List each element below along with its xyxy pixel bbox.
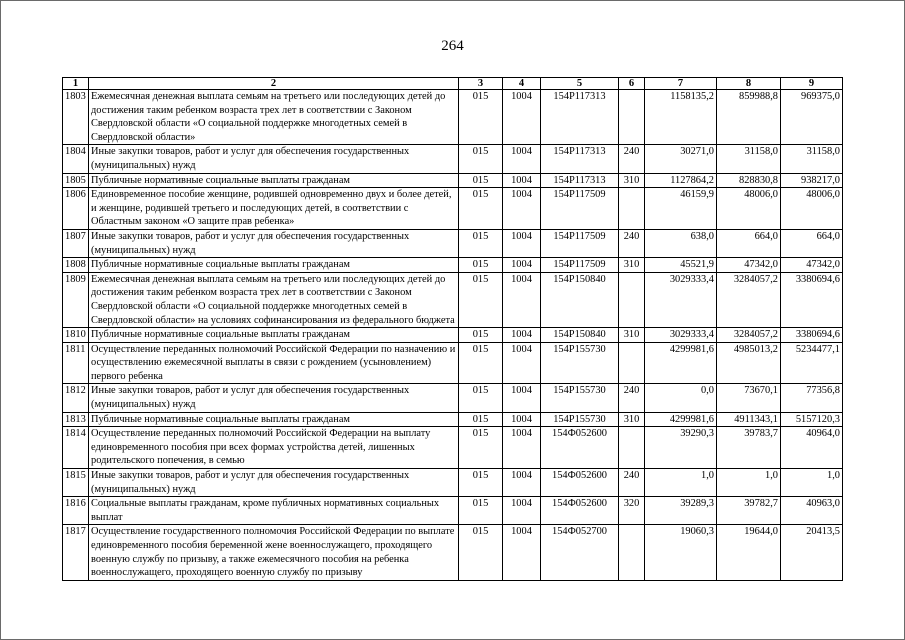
row-description: Ежемесячная денежная выплата семьям на третьего или последующих детей до достижения таким ребенком возраста трех лет в соответствии с Законом Свердловской области «О социальной поддержке многодетных семей в Свердловской области» [89, 90, 459, 145]
amount-col8: 4985013,2 [717, 342, 781, 384]
row-description: Иные закупки товаров, работ и услуг для обеспечения государственных (муниципальных) нужд [89, 469, 459, 497]
amount-col8: 828830,8 [717, 173, 781, 188]
amount-col7: 3029333,4 [645, 328, 717, 343]
amount-col9: 969375,0 [781, 90, 843, 145]
table-row [63, 328, 843, 343]
amount-col7: 4299981,6 [645, 342, 717, 384]
target-article-code: 154P117509 [541, 258, 619, 273]
ministry-code: 015 [459, 188, 503, 230]
section-code: 1004 [503, 384, 541, 412]
row-number: 1816 [63, 497, 89, 525]
row-number: 1809 [63, 272, 89, 327]
section-code: 1004 [503, 173, 541, 188]
amount-col9: 20413,5 [781, 525, 843, 580]
section-code: 1004 [503, 497, 541, 525]
row-description: Осуществление переданных полномочий Российской Федерации на выплату единовременного пособия при всех формах устройства детей, лишенных родительского попечения, в семью [89, 427, 459, 469]
expense-type-code [619, 90, 645, 145]
ministry-code: 015 [459, 328, 503, 343]
target-article-code: 154P117313 [541, 173, 619, 188]
amount-col8: 48006,0 [717, 188, 781, 230]
table-body [63, 90, 843, 581]
row-description: Иные закупки товаров, работ и услуг для обеспечения государственных (муниципальных) нужд [89, 145, 459, 173]
row-number: 1804 [63, 145, 89, 173]
row-description: Публичные нормативные социальные выплаты гражданам [89, 412, 459, 427]
ministry-code: 015 [459, 90, 503, 145]
table-row [63, 525, 843, 580]
amount-col9: 5157120,3 [781, 412, 843, 427]
section-code: 1004 [503, 469, 541, 497]
section-code: 1004 [503, 188, 541, 230]
column-header: 4 [503, 78, 541, 90]
budget-table [62, 77, 843, 581]
amount-col9: 3380694,6 [781, 328, 843, 343]
amount-col9: 31158,0 [781, 145, 843, 173]
amount-col7: 39289,3 [645, 497, 717, 525]
target-article-code: 154P155730 [541, 342, 619, 384]
row-description: Иные закупки товаров, работ и услуг для обеспечения государственных (муниципальных) нужд [89, 229, 459, 257]
expense-type-code [619, 342, 645, 384]
row-number: 1813 [63, 412, 89, 427]
column-header: 6 [619, 78, 645, 90]
amount-col7: 30271,0 [645, 145, 717, 173]
expense-type-code: 320 [619, 497, 645, 525]
amount-col7: 638,0 [645, 229, 717, 257]
row-number: 1812 [63, 384, 89, 412]
expense-type-code [619, 272, 645, 327]
amount-col9: 47342,0 [781, 258, 843, 273]
row-number: 1803 [63, 90, 89, 145]
amount-col8: 39782,7 [717, 497, 781, 525]
ministry-code: 015 [459, 427, 503, 469]
target-article-code: 154Ф052600 [541, 427, 619, 469]
row-description: Иные закупки товаров, работ и услуг для обеспечения государственных (муниципальных) нужд [89, 384, 459, 412]
target-article-code: 154P117509 [541, 188, 619, 230]
column-header: 7 [645, 78, 717, 90]
target-article-code: 154P117313 [541, 90, 619, 145]
section-code: 1004 [503, 427, 541, 469]
table-row [63, 469, 843, 497]
amount-col9: 938217,0 [781, 173, 843, 188]
expense-type-code: 310 [619, 173, 645, 188]
ministry-code: 015 [459, 525, 503, 580]
ministry-code: 015 [459, 412, 503, 427]
column-header: 9 [781, 78, 843, 90]
expense-type-code [619, 427, 645, 469]
table-row [63, 497, 843, 525]
section-code: 1004 [503, 272, 541, 327]
section-code: 1004 [503, 342, 541, 384]
section-code: 1004 [503, 412, 541, 427]
expense-type-code: 310 [619, 412, 645, 427]
amount-col8: 73670,1 [717, 384, 781, 412]
amount-col8: 19644,0 [717, 525, 781, 580]
section-code: 1004 [503, 258, 541, 273]
ministry-code: 015 [459, 229, 503, 257]
section-code: 1004 [503, 328, 541, 343]
amount-col7: 1,0 [645, 469, 717, 497]
row-number: 1815 [63, 469, 89, 497]
amount-col9: 77356,8 [781, 384, 843, 412]
amount-col8: 47342,0 [717, 258, 781, 273]
ministry-code: 015 [459, 384, 503, 412]
expense-type-code: 240 [619, 469, 645, 497]
target-article-code: 154P117509 [541, 229, 619, 257]
row-number: 1808 [63, 258, 89, 273]
table-row [63, 272, 843, 327]
table-row [63, 90, 843, 145]
amount-col8: 4911343,1 [717, 412, 781, 427]
amount-col9: 48006,0 [781, 188, 843, 230]
table-row [63, 384, 843, 412]
amount-col8: 1,0 [717, 469, 781, 497]
row-number: 1810 [63, 328, 89, 343]
amount-col7: 39290,3 [645, 427, 717, 469]
expense-type-code: 310 [619, 258, 645, 273]
table-row [63, 229, 843, 257]
target-article-code: 154Ф052600 [541, 469, 619, 497]
row-description: Единовременное пособие женщине, родившей одновременно двух и более детей, и женщине, родившей третьего и последующих детей, в соответствии с Областным законом «О защите прав ребенка» [89, 188, 459, 230]
row-number: 1814 [63, 427, 89, 469]
table-row [63, 427, 843, 469]
row-number: 1817 [63, 525, 89, 580]
table-row [63, 342, 843, 384]
target-article-code: 154Ф052700 [541, 525, 619, 580]
amount-col7: 0,0 [645, 384, 717, 412]
amount-col7: 46159,9 [645, 188, 717, 230]
expense-type-code: 310 [619, 328, 645, 343]
table-header-row [63, 78, 843, 90]
table-row [63, 173, 843, 188]
row-description: Ежемесячная денежная выплата семьям на третьего или последующих детей до достижения таким ребенком возраста трех лет в соответствии с Законом Свердловской области «О социальной поддержке многодетных семей в Свердловской области» на условиях софинансирования из федерального бюджета [89, 272, 459, 327]
amount-col7: 45521,9 [645, 258, 717, 273]
target-article-code: 154P150840 [541, 272, 619, 327]
amount-col9: 664,0 [781, 229, 843, 257]
ministry-code: 015 [459, 145, 503, 173]
ministry-code: 015 [459, 497, 503, 525]
row-number: 1806 [63, 188, 89, 230]
column-header: 8 [717, 78, 781, 90]
target-article-code: 154P155730 [541, 384, 619, 412]
row-description: Осуществление переданных полномочий Российской Федерации по назначению и осуществлению ежемесячной выплаты в связи с рождением (усыновлением) первого ребенка [89, 342, 459, 384]
row-number: 1811 [63, 342, 89, 384]
amount-col7: 19060,3 [645, 525, 717, 580]
ministry-code: 015 [459, 469, 503, 497]
amount-col8: 3284057,2 [717, 272, 781, 327]
column-header: 3 [459, 78, 503, 90]
row-description: Публичные нормативные социальные выплаты гражданам [89, 258, 459, 273]
table-row [63, 145, 843, 173]
expense-type-code [619, 525, 645, 580]
section-code: 1004 [503, 525, 541, 580]
table-row [63, 188, 843, 230]
column-header: 1 [63, 78, 89, 90]
table-row [63, 258, 843, 273]
amount-col7: 4299981,6 [645, 412, 717, 427]
amount-col9: 40964,0 [781, 427, 843, 469]
column-header: 5 [541, 78, 619, 90]
amount-col9: 3380694,6 [781, 272, 843, 327]
row-number: 1805 [63, 173, 89, 188]
expense-type-code: 240 [619, 145, 645, 173]
row-description: Публичные нормативные социальные выплаты гражданам [89, 173, 459, 188]
target-article-code: 154P117313 [541, 145, 619, 173]
amount-col7: 1158135,2 [645, 90, 717, 145]
table-row [63, 412, 843, 427]
amount-col9: 40963,0 [781, 497, 843, 525]
section-code: 1004 [503, 145, 541, 173]
row-description: Осуществление государственного полномочия Российской Федерации по выплате единовременного пособия беременной жене военнослужащего, проходящего военную службу по призыву, а также ежемесячного пособия на ребенка военнослужащего, проходящего военную службу по призыву [89, 525, 459, 580]
row-number: 1807 [63, 229, 89, 257]
row-description: Публичные нормативные социальные выплаты гражданам [89, 328, 459, 343]
target-article-code: 154P155730 [541, 412, 619, 427]
amount-col8: 3284057,2 [717, 328, 781, 343]
section-code: 1004 [503, 229, 541, 257]
target-article-code: 154P150840 [541, 328, 619, 343]
target-article-code: 154Ф052600 [541, 497, 619, 525]
amount-col8: 39783,7 [717, 427, 781, 469]
expense-type-code [619, 188, 645, 230]
section-code: 1004 [503, 90, 541, 145]
amount-col8: 31158,0 [717, 145, 781, 173]
amount-col8: 859988,8 [717, 90, 781, 145]
expense-type-code: 240 [619, 384, 645, 412]
ministry-code: 015 [459, 342, 503, 384]
page-number: 264 [441, 38, 464, 54]
row-description: Социальные выплаты гражданам, кроме публичных нормативных социальных выплат [89, 497, 459, 525]
amount-col9: 5234477,1 [781, 342, 843, 384]
amount-col8: 664,0 [717, 229, 781, 257]
amount-col7: 1127864,2 [645, 173, 717, 188]
expense-type-code: 240 [619, 229, 645, 257]
amount-col7: 3029333,4 [645, 272, 717, 327]
column-header: 2 [89, 78, 459, 90]
ministry-code: 015 [459, 258, 503, 273]
ministry-code: 015 [459, 272, 503, 327]
amount-col9: 1,0 [781, 469, 843, 497]
ministry-code: 015 [459, 173, 503, 188]
